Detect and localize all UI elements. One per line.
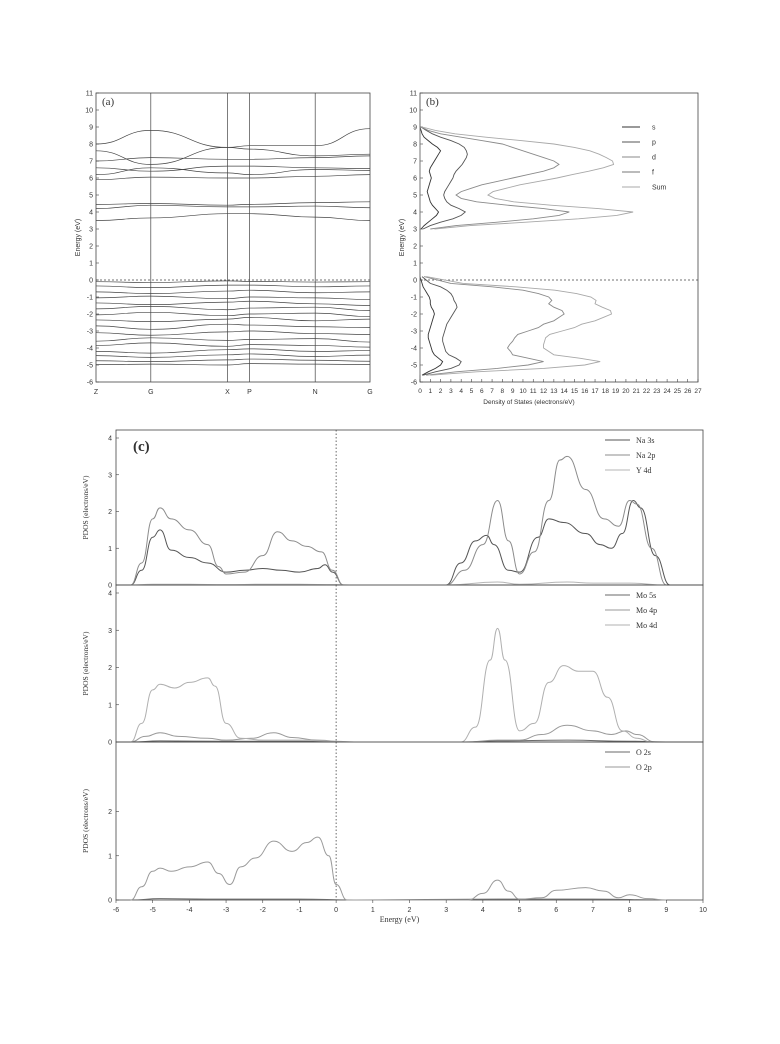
band-line — [96, 156, 370, 161]
band-line — [96, 129, 370, 148]
y-tick-label: 8 — [89, 141, 93, 149]
y-tick-label: 9 — [413, 124, 417, 132]
x-tick-label: 4 — [459, 388, 463, 395]
y-tick-label: -1 — [86, 294, 93, 302]
y-tick-label: 11 — [409, 90, 417, 98]
y-tick-label: -2 — [410, 311, 417, 319]
y-tick-label: -4 — [86, 345, 93, 353]
x-tick-label: 0 — [334, 907, 339, 914]
x-tick-label: 9 — [510, 388, 515, 395]
y-tick-label: 10 — [409, 107, 417, 115]
y-tick-label: 1 — [108, 853, 112, 861]
legend-label: O 2s — [636, 748, 651, 757]
y-tick-label: -5 — [86, 362, 93, 370]
k-point-label: N — [312, 389, 318, 396]
x-tick-label: -5 — [149, 907, 156, 914]
x-axis-label: Energy (eV) — [379, 915, 420, 924]
legend-label: Mo 5s — [636, 591, 657, 600]
subplot-frame — [116, 585, 703, 742]
x-tick-label: 1 — [428, 388, 433, 395]
y-tick-label: -5 — [410, 362, 417, 370]
y-tick-label: 0 — [413, 277, 417, 285]
x-tick-label: 24 — [663, 388, 671, 395]
x-tick-label: 2 — [407, 907, 412, 914]
x-tick-label: 1 — [370, 907, 375, 914]
panel-label: (b) — [426, 96, 439, 108]
y-tick-label: 4 — [89, 209, 93, 217]
y-tick-label: 7 — [89, 158, 93, 166]
legend-label: Mo 4p — [636, 606, 658, 615]
band-line — [96, 338, 370, 342]
plot-frame — [96, 93, 370, 382]
y-axis-label: Energy (eV) — [75, 218, 82, 257]
y-tick-label: 2 — [108, 509, 112, 516]
dos-series-p-line — [421, 127, 467, 229]
x-tick-label: 10 — [519, 388, 527, 395]
y-tick-label: 0 — [89, 277, 93, 285]
k-point-label: G — [367, 389, 373, 396]
plot-frame — [420, 93, 698, 382]
x-tick-label: 16 — [581, 388, 589, 395]
y-tick-label: 0 — [108, 897, 112, 905]
y-tick-label: 11 — [85, 90, 93, 98]
dos-series-d-line — [421, 127, 569, 229]
dos-series-s-line — [420, 277, 443, 376]
y-tick-label: -2 — [86, 311, 93, 319]
x-tick-label: -2 — [259, 907, 266, 914]
y-tick-label: 6 — [413, 175, 417, 183]
legend-label: s — [652, 124, 656, 132]
y-tick-label: 2 — [108, 665, 112, 672]
y-tick-label: 1 — [413, 260, 417, 268]
subplot-frame — [116, 742, 703, 900]
x-tick-label: 10 — [699, 907, 707, 914]
y-tick-label: -3 — [410, 328, 417, 336]
legend-label: f — [652, 169, 654, 177]
band-line — [96, 324, 370, 329]
y-tick-label: 10 — [85, 107, 93, 115]
x-tick-label: 26 — [684, 388, 692, 395]
band-line — [96, 343, 370, 347]
x-tick-label: -6 — [112, 907, 120, 914]
legend-label: O 2p — [636, 763, 652, 772]
y-tick-label: 3 — [89, 226, 93, 234]
pdos-series-line — [131, 837, 667, 900]
band-line — [96, 312, 370, 316]
y-tick-label: 3 — [108, 627, 112, 635]
dos-series-sum-line — [422, 127, 633, 229]
dos-panel — [399, 91, 702, 407]
y-tick-label: 3 — [108, 472, 112, 480]
pdos-series-line — [131, 582, 667, 585]
dos-series-s-line — [420, 127, 441, 229]
k-point-label: X — [225, 389, 230, 396]
pdos-panel — [81, 430, 707, 924]
x-tick-label: 6 — [479, 388, 484, 395]
band-line — [96, 290, 370, 293]
k-point-label: Z — [93, 389, 99, 396]
x-tick-label: 19 — [612, 388, 620, 395]
x-tick-label: 6 — [554, 907, 559, 914]
y-axis-label: PDOS (electrons/eV) — [81, 789, 90, 853]
y-tick-label: 5 — [89, 192, 93, 200]
x-tick-label: 21 — [632, 388, 640, 395]
x-tick-label: 9 — [664, 907, 669, 914]
x-tick-label: 25 — [673, 388, 682, 395]
y-tick-label: 4 — [108, 590, 112, 598]
y-tick-label: 7 — [413, 158, 417, 166]
band-line — [96, 306, 370, 310]
legend-label: Mo 4d — [636, 621, 658, 630]
x-tick-label: 7 — [590, 907, 595, 914]
x-tick-label: 11 — [529, 388, 537, 395]
x-tick-label: 5 — [517, 907, 522, 914]
legend-label: Y 4d — [636, 466, 652, 475]
y-tick-label: -3 — [86, 328, 93, 336]
pdos-series-line — [131, 725, 656, 742]
y-axis-label: PDOS (electrons/eV) — [81, 475, 90, 540]
band-line — [96, 285, 370, 288]
band-line — [96, 281, 370, 283]
y-tick-label: -6 — [86, 379, 93, 387]
band-line — [96, 349, 370, 353]
y-tick-label: -4 — [410, 345, 417, 353]
band-line — [96, 331, 370, 335]
band-line — [96, 202, 370, 205]
band-line — [96, 214, 370, 221]
y-tick-label: 2 — [108, 809, 112, 817]
x-tick-label: 8 — [500, 388, 505, 395]
pdos-series-line — [131, 628, 652, 742]
x-tick-label: -4 — [186, 907, 193, 914]
y-tick-label: 1 — [108, 702, 112, 710]
band-line — [96, 168, 370, 175]
y-tick-label: -1 — [410, 294, 417, 302]
x-tick-label: 14 — [560, 388, 568, 395]
dos-series-sum-line — [426, 277, 611, 376]
x-tick-label: 2 — [438, 388, 443, 395]
band-structure-panel — [75, 91, 373, 397]
x-tick-label: 4 — [480, 907, 485, 914]
legend-label: Na 2p — [636, 451, 656, 460]
x-tick-label: 15 — [570, 388, 579, 395]
y-tick-label: 2 — [413, 243, 417, 251]
subplot-frame — [116, 430, 703, 585]
y-tick-label: 0 — [108, 582, 112, 590]
x-tick-label: 0 — [418, 388, 422, 395]
x-tick-label: 3 — [449, 388, 453, 395]
band-line — [96, 317, 370, 321]
k-point-label: G — [148, 389, 154, 396]
x-tick-label: 20 — [622, 388, 630, 395]
x-tick-label: 12 — [539, 388, 548, 395]
x-tick-label: 23 — [653, 388, 661, 395]
legend-label: p — [652, 139, 656, 147]
y-tick-label: -6 — [410, 379, 417, 387]
y-tick-label: 4 — [108, 435, 112, 443]
band-line — [96, 296, 370, 299]
pdos-series-line — [131, 456, 667, 585]
y-tick-label: 5 — [413, 192, 417, 200]
y-tick-label: 9 — [89, 124, 93, 132]
legend-label: d — [652, 154, 656, 162]
band-line — [96, 354, 370, 357]
panel-label: (c) — [133, 439, 150, 455]
y-tick-label: 4 — [413, 209, 417, 217]
band-line — [96, 359, 370, 362]
y-tick-label: 8 — [413, 141, 417, 149]
band-line — [96, 147, 370, 164]
band-line — [96, 301, 370, 305]
y-tick-label: 1 — [108, 545, 112, 553]
k-point-label: P — [247, 389, 252, 396]
y-axis-label: PDOS (electrons/eV) — [81, 631, 90, 696]
x-tick-label: -1 — [296, 907, 303, 914]
x-tick-label: -3 — [222, 907, 230, 914]
x-tick-label: 3 — [444, 907, 449, 914]
y-axis-label: Energy (eV) — [399, 218, 406, 257]
x-axis-label: Density of States (electrons/eV) — [483, 399, 575, 406]
band-line — [96, 175, 370, 180]
x-tick-label: 17 — [591, 388, 599, 395]
legend-label: Sum — [652, 184, 667, 192]
x-tick-label: 8 — [627, 907, 632, 914]
y-tick-label: 0 — [108, 739, 112, 747]
x-tick-label: 13 — [550, 388, 558, 395]
band-line — [96, 205, 370, 208]
y-tick-label: 6 — [89, 175, 93, 183]
x-tick-label: 5 — [469, 388, 474, 395]
y-tick-label: 2 — [89, 243, 93, 251]
band-line — [96, 364, 370, 365]
x-tick-label: 22 — [642, 388, 651, 395]
panel-label: (a) — [102, 96, 115, 108]
x-tick-label: 27 — [694, 388, 702, 395]
x-tick-label: 18 — [601, 388, 609, 395]
y-tick-label: 1 — [89, 260, 93, 268]
pdos-series-line — [131, 500, 670, 585]
x-tick-label: 7 — [490, 388, 494, 395]
dos-series-d-line — [424, 277, 564, 376]
legend-label: Na 3s — [636, 436, 655, 445]
y-tick-label: 3 — [413, 226, 417, 234]
